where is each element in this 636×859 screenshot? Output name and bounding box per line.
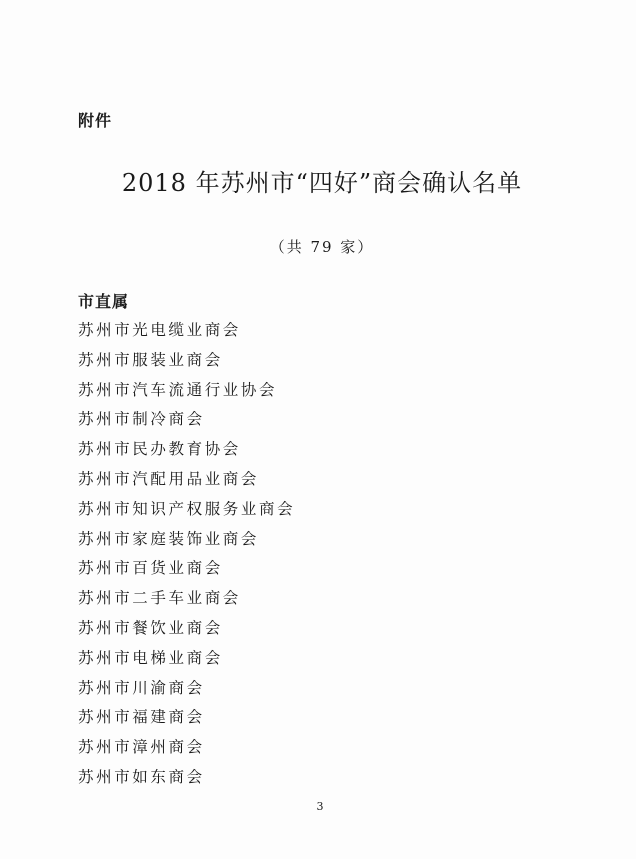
list-item: 苏州市汽配用品业商会 bbox=[78, 469, 260, 488]
list-item: 苏州市百货业商会 bbox=[78, 559, 223, 578]
page-number: 3 bbox=[316, 800, 324, 813]
organization-list bbox=[78, 316, 295, 793]
list-item: 苏州市川渝商会 bbox=[78, 678, 205, 697]
list-item: 苏州市制冷商会 bbox=[78, 410, 205, 429]
list-item: 苏州市漳州商会 bbox=[78, 738, 205, 757]
list-item: 苏州市二手车业商会 bbox=[78, 589, 241, 608]
document-title: 2018 年苏州市“四好”商会确认名单 bbox=[121, 169, 523, 197]
list-item: 苏州市如东商会 bbox=[78, 767, 205, 786]
list-item: 苏州市餐饮业商会 bbox=[78, 618, 223, 637]
list-item: 苏州市福建商会 bbox=[78, 708, 205, 727]
list-item: 苏州市家庭装饰业商会 bbox=[78, 529, 260, 548]
list-item: 苏州市知识产权服务业商会 bbox=[78, 499, 296, 518]
document-subtitle: （共 79 家） bbox=[269, 238, 375, 256]
list-item: 苏州市民办教育协会 bbox=[78, 440, 241, 459]
list-item: 苏州市服装业商会 bbox=[78, 350, 223, 369]
list-item: 苏州市电梯业商会 bbox=[78, 648, 223, 667]
section-heading: 市直属 bbox=[78, 292, 130, 311]
list-item: 苏州市汽车流通行业协会 bbox=[78, 380, 278, 399]
attachment-label: 附件 bbox=[78, 111, 113, 130]
list-item: 苏州市光电缆业商会 bbox=[78, 321, 241, 339]
